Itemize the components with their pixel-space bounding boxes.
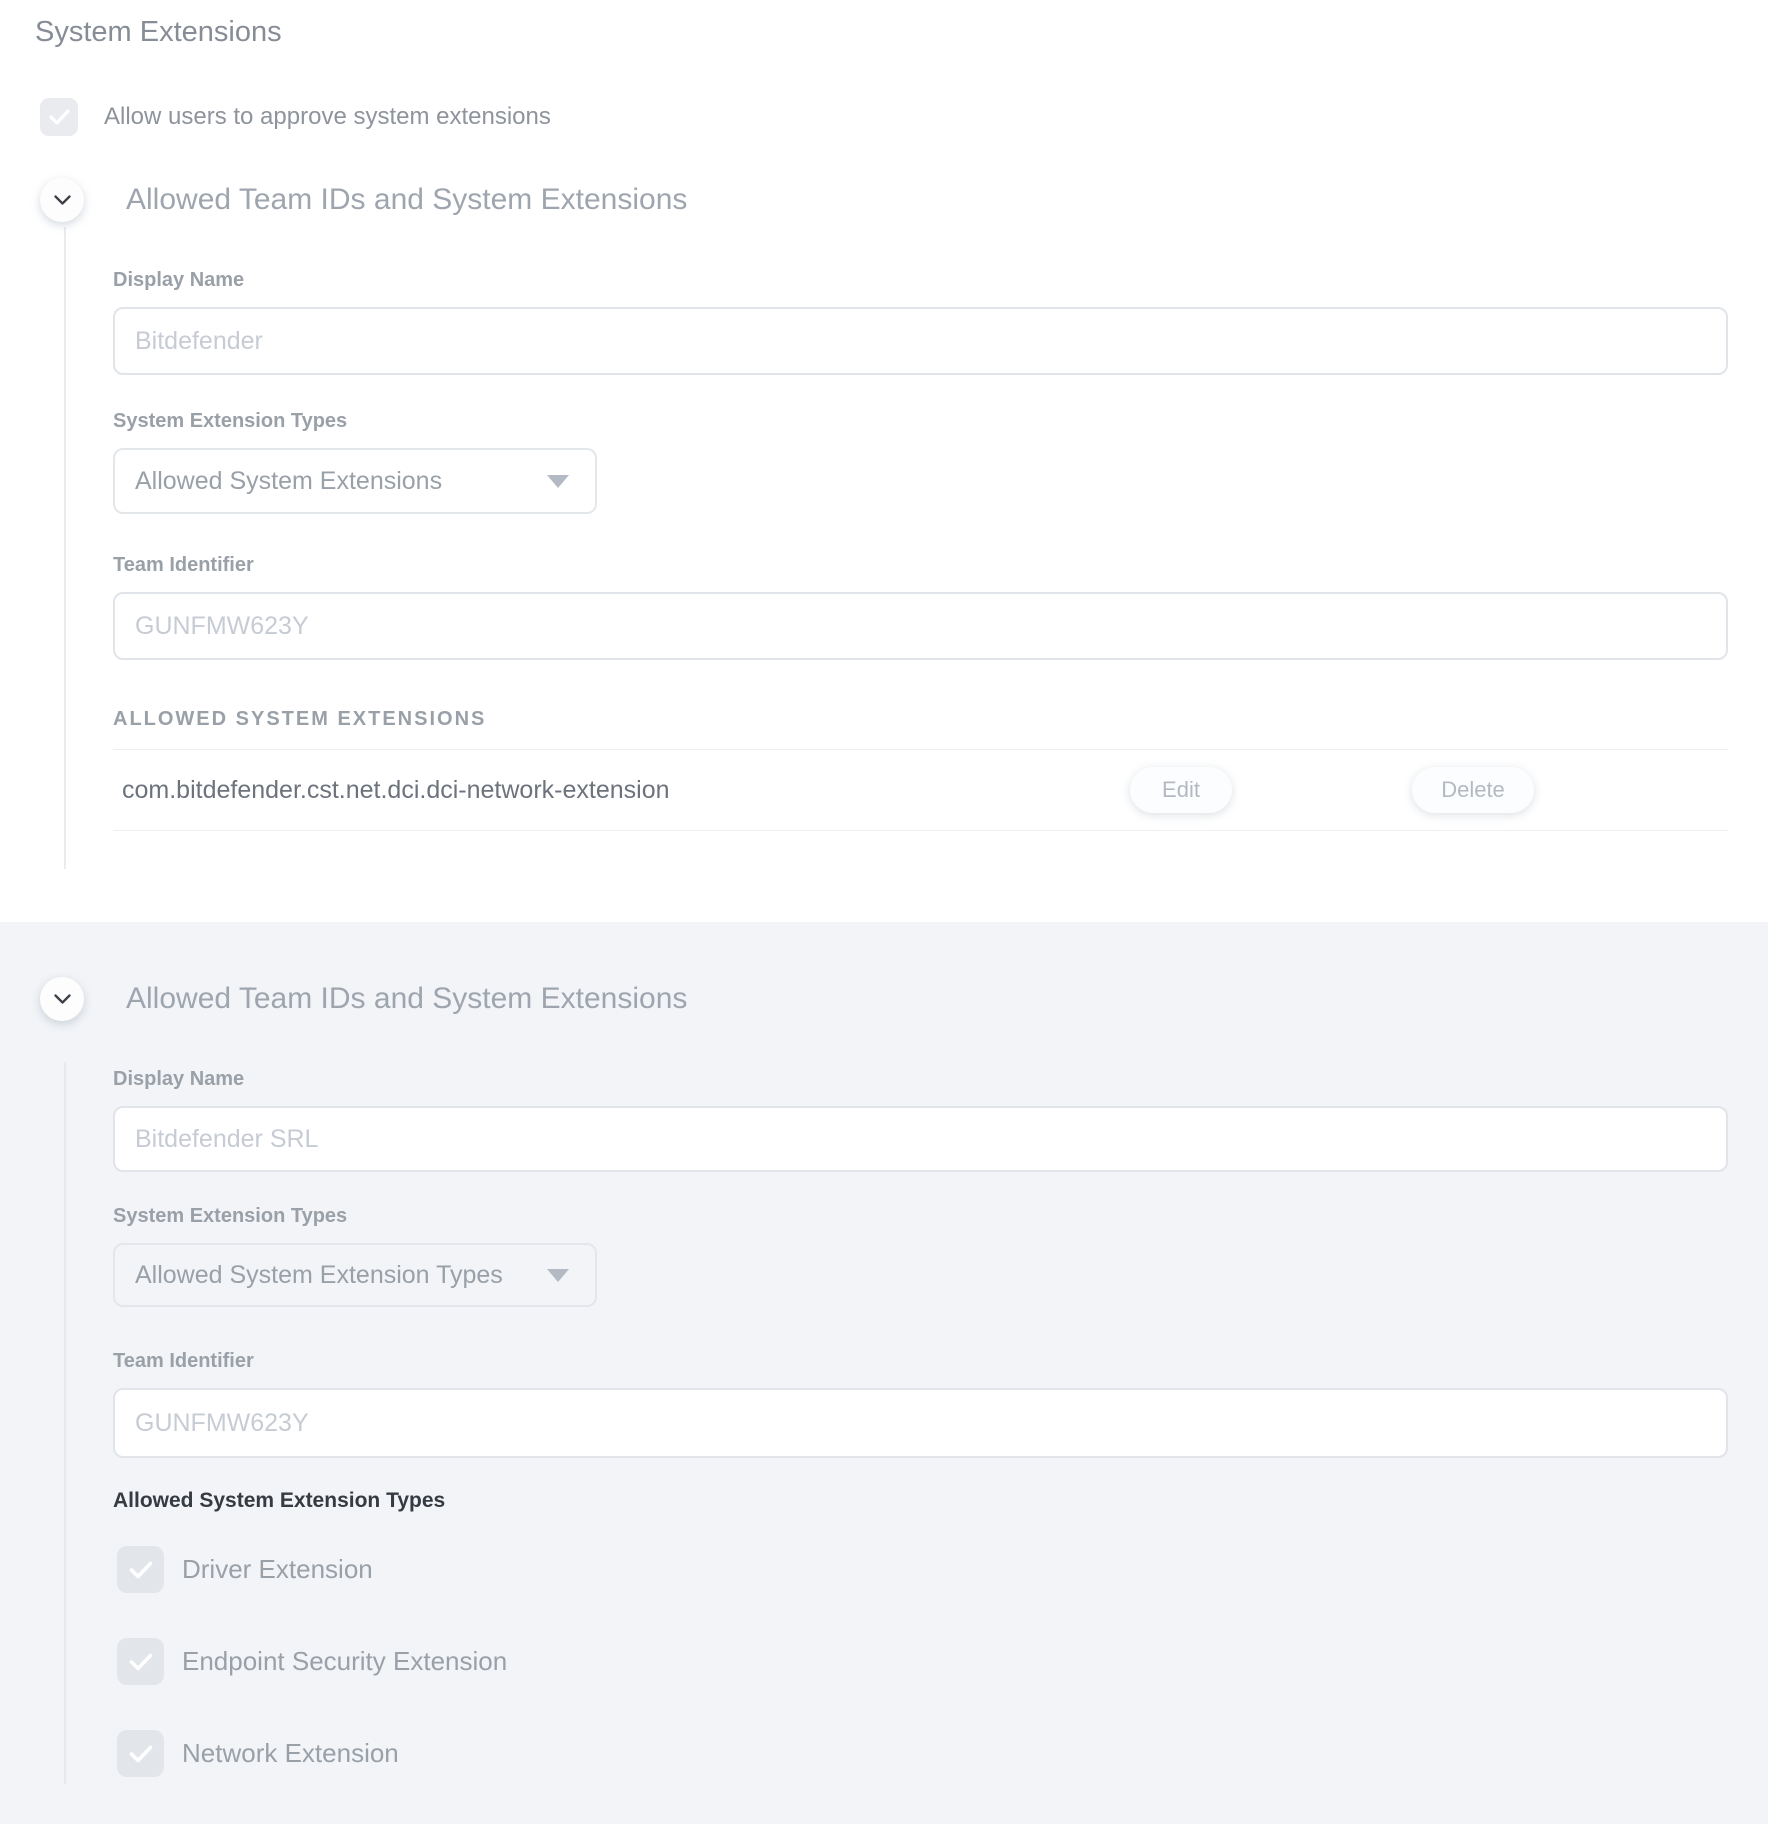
allowed-system-extensions-table [113,749,1728,831]
team-identifier-input[interactable] [113,592,1728,660]
display-name-label: Display Name [113,269,245,291]
section-1-title: Allowed Team IDs and System Extensions [126,183,688,216]
chevron-down-icon [54,994,71,1005]
list-item [117,1546,1768,1593]
approve-users-row [40,98,1768,136]
check-icon [129,1745,153,1763]
check-icon [129,1653,153,1671]
allowed-system-extension-types-header: Allowed System Extension Types [113,1489,446,1512]
network-extension-label: Network Extension [182,1738,399,1768]
section-1-body [64,227,1768,869]
system-extension-types-label: System Extension Types [113,410,348,432]
table-row [113,749,1728,831]
team-identifier-label: Team Identifier [113,554,254,576]
section-2-body [64,1062,1768,1784]
driver-extension-checkbox[interactable] [117,1546,164,1593]
endpoint-security-extension-checkbox[interactable] [117,1638,164,1685]
section-2-band [0,922,1768,1824]
chevron-down-icon [54,195,71,206]
system-extension-types-dropdown[interactable] [113,448,597,514]
system-extension-types-dropdown[interactable] [113,1243,597,1307]
extension-bundle-id: com.bitdefender.cst.net.dci.dci-network-extension [122,775,670,804]
section-2-header [40,977,1768,1021]
edit-button[interactable]: Edit [1130,767,1232,813]
system-extension-types-value: Allowed System Extensions [135,466,443,495]
display-name-label: Display Name [113,1068,245,1090]
check-icon [49,109,70,125]
display-name-input[interactable] [113,1106,1728,1172]
caret-down-icon [547,1269,569,1282]
allowed-system-extensions-header: ALLOWED SYSTEM EXTENSIONS [113,708,487,730]
endpoint-security-extension-label: Endpoint Security Extension [182,1646,508,1676]
page-title: System Extensions [35,16,282,48]
section-2-title: Allowed Team IDs and System Extensions [126,982,688,1015]
network-extension-checkbox[interactable] [117,1730,164,1777]
section-1-header [40,178,1768,222]
list-item [117,1638,1768,1685]
list-item [117,1730,1768,1777]
system-extension-types-label: System Extension Types [113,1205,348,1227]
approve-users-checkbox[interactable] [40,98,78,136]
team-identifier-label: Team Identifier [113,1350,254,1372]
caret-down-icon [547,475,569,488]
system-extension-types-value: Allowed System Extension Types [135,1260,503,1289]
driver-extension-label: Driver Extension [182,1554,373,1584]
display-name-input[interactable] [113,307,1728,375]
approve-users-label: Allow users to approve system extensions [104,103,551,130]
section-1-collapse-button[interactable] [40,178,84,222]
check-icon [129,1561,153,1579]
section-2-collapse-button[interactable] [40,977,84,1021]
team-identifier-input[interactable] [113,1388,1728,1458]
delete-button[interactable]: Delete [1412,767,1534,813]
